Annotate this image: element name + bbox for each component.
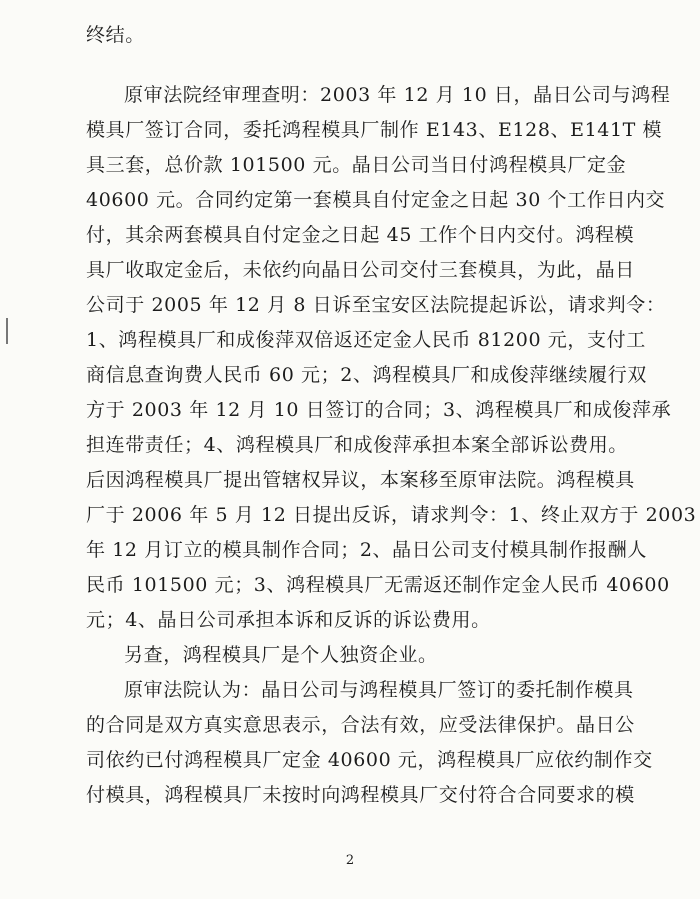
text-line: 1、鸿程模具厂和成俊萍双倍返还定金人民币 81200 元，支付工 — [86, 329, 646, 351]
text-line: 商信息查询费人民币 60 元；2、鸿程模具厂和成俊萍继续履行双 — [86, 364, 647, 386]
text-line: 方于 2003 年 12 月 10 日签订的合同；3、鸿程模具厂和成俊萍承 — [86, 399, 672, 421]
text-line: 年 12 月订立的模具制作合同；2、晶日公司支付模具制作报酬人 — [86, 539, 647, 561]
text-line: 另查，鸿程模具厂是个人独资企业。 — [124, 644, 438, 666]
text-line: 具三套，总价款 101500 元。晶日公司当日付鸿程模具厂定金 — [86, 154, 627, 176]
text-line: 具厂收取定金后，未依约向晶日公司交付三套模具，为此，晶日 — [86, 259, 635, 281]
text-line: 元；4、晶日公司承担本诉和反诉的诉讼费用。 — [86, 609, 491, 631]
text-line: 付，其余两套模具自付定金之日起 45 工作个日内交付。鸿程模 — [86, 224, 635, 246]
text-line: 司依约已付鸿程模具厂定金 40600 元，鸿程模具厂应依约制作交 — [86, 749, 653, 771]
text-line: 的合同是双方真实意思表示，合法有效，应受法律保护。晶日公 — [86, 714, 635, 736]
text-line: 付模具，鸿程模具厂未按时向鸿程模具厂交付符合合同要求的模 — [86, 784, 635, 806]
text-line: 民币 101500 元；3、鸿程模具厂无需返还制作定金人民币 40600 — [86, 574, 670, 596]
text-line: 终结。 — [86, 24, 145, 46]
page-number: 2 — [345, 853, 355, 868]
text-line: 模具厂签订合同，委托鸿程模具厂制作 E143、E128、E141T 模 — [86, 119, 663, 141]
text-line: 厂于 2006 年 5 月 12 日提出反诉，请求判令：1、终止双方于 2003 — [86, 504, 697, 526]
text-line: 原审法院经审理查明：2003 年 12 月 10 日，晶日公司与鸿程 — [124, 84, 671, 106]
text-line: 后因鸿程模具厂提出管辖权异议，本案移至原审法院。鸿程模具 — [86, 469, 635, 491]
text-line: 原审法院认为：晶日公司与鸿程模具厂签订的委托制作模具 — [124, 679, 634, 701]
text-line: 担连带责任；4、鸿程模具厂和成俊萍承担本案全部诉讼费用。 — [86, 434, 628, 456]
text-line: 40600 元。合同约定第一套模具自付定金之日起 30 个工作日内交 — [86, 189, 666, 211]
scan-mark — [6, 318, 8, 344]
text-line: 公司于 2005 年 12 月 8 日诉至宝安区法院提起诉讼，请求判令： — [86, 294, 666, 316]
